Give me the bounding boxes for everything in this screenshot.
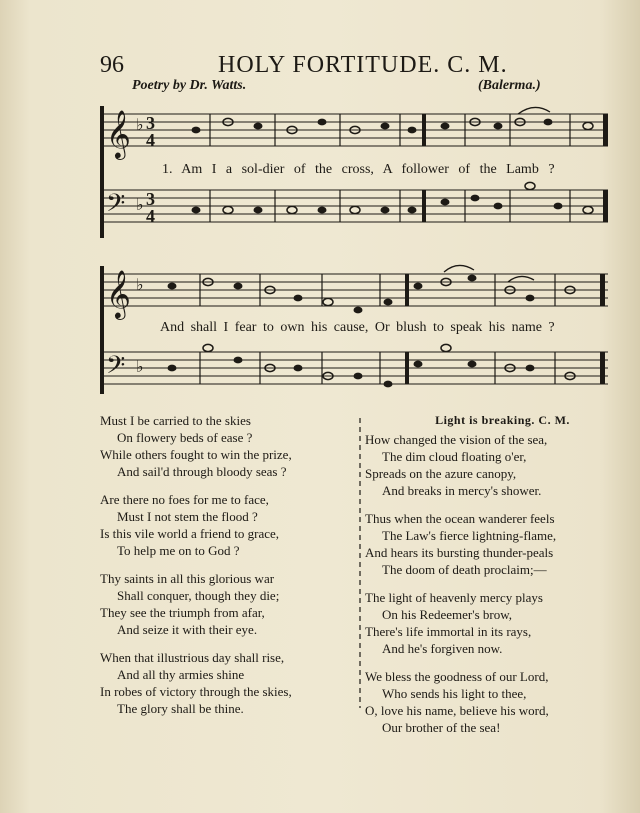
time-signature: 4: [146, 206, 155, 226]
verse-line: Are there no foes for me to face,: [100, 492, 269, 507]
verse-line: O, love his name, believe his word,: [365, 703, 549, 718]
verse-line: And seize it with their eye.: [117, 622, 258, 637]
column-divider: [358, 418, 362, 708]
slur: [518, 107, 550, 114]
verse-line: When that illustrious day shall rise,: [100, 650, 285, 665]
verse-line: And sail'd through bloody seas ?: [117, 464, 287, 479]
treble-clef-icon: 𝄞: [106, 109, 131, 158]
stanza: [365, 668, 620, 736]
stanza: [100, 570, 355, 638]
time-signature: 3: [146, 113, 155, 133]
hymn-verses-left: [100, 412, 355, 728]
flat-icon: ♭: [136, 277, 144, 294]
lyric-line-2: And shall I fear to own his cause, Or blush to speak his name ?: [160, 320, 555, 335]
notes-treble-2: [168, 275, 576, 314]
verse-line: They see the triumph from afar,: [100, 605, 265, 620]
verse-line: Thus when the ocean wanderer feels: [365, 511, 555, 526]
verse-line: And all thy armies shine: [117, 667, 245, 682]
verse-line: And breaks in mercy's shower.: [382, 483, 542, 498]
verse-line: The doom of death proclaim;—: [382, 562, 547, 577]
stanza: [365, 510, 620, 578]
verse-line: Must I not stem the flood ?: [117, 509, 258, 524]
second-hymn-title: Light is breaking. C. M.: [435, 413, 570, 427]
verse-line: While others fought to win the prize,: [100, 447, 292, 462]
verse-line: And he's forgiven now.: [382, 641, 503, 656]
stanza: [100, 491, 355, 559]
bass-clef-icon: 𝄢: [106, 351, 126, 386]
flat-icon: ♭: [136, 359, 144, 376]
verse-line: On flowery beds of ease ?: [117, 430, 253, 445]
verse-line: The glory shall be thine.: [117, 701, 244, 716]
verse-line: Is this vile world a friend to grace,: [100, 526, 280, 541]
verse-line: Our brother of the sea!: [382, 720, 501, 735]
lyric-line-1: 1. Am I a sol-dier of the cross, A follower of the Lamb ?: [162, 162, 555, 177]
verse-line: Thy saints in all this glorious war: [100, 571, 275, 586]
stanza: [365, 431, 620, 499]
verse-line: The light of heavenly mercy plays: [365, 590, 543, 605]
verse-line: Must I be carried to the skies: [100, 413, 251, 428]
verse-line: In robes of victory through the skies,: [100, 684, 292, 699]
treble-staff-1: [104, 114, 608, 146]
flat-icon: ♭: [136, 197, 144, 214]
time-signature: 4: [146, 130, 155, 150]
tune-name: (Balerma.): [478, 78, 541, 93]
verse-line: To help me on to God ?: [117, 543, 240, 558]
verse-line: The Law's fierce lightning-flame,: [382, 528, 557, 543]
stanza: [100, 649, 355, 717]
verse-line: There's life immortal in its rays,: [365, 624, 532, 639]
stanza: [365, 589, 620, 657]
bass-clef-icon: 𝄢: [106, 189, 126, 224]
hymn-title: HOLY FORTITUDE. C. M.: [218, 52, 508, 78]
slur: [508, 276, 534, 282]
time-signature: 3: [146, 189, 155, 209]
verse-line: The dim cloud floating o'er,: [382, 449, 527, 464]
notes-bass-2: [168, 344, 576, 387]
slur: [444, 265, 474, 272]
verse-line: Who sends his light to thee,: [382, 686, 527, 701]
verse-line: How changed the vision of the sea,: [365, 432, 548, 447]
poetry-credit: Poetry by Dr. Watts.: [132, 78, 247, 93]
treble-clef-icon: 𝄞: [106, 269, 131, 318]
verse-line: We bless the goodness of our Lord,: [365, 669, 549, 684]
notes-treble-1: [192, 118, 594, 133]
hymn-verses-right: [365, 412, 620, 747]
stanza: [100, 412, 355, 480]
page-number: 96: [100, 52, 124, 78]
flat-icon: ♭: [136, 117, 144, 134]
verse-line: And hears its bursting thunder-peals: [365, 545, 554, 560]
verse-line: Spreads on the azure canopy,: [365, 466, 517, 481]
verse-line: Shall conquer, though they die;: [117, 588, 280, 603]
verse-line: On his Redeemer's brow,: [382, 607, 513, 622]
